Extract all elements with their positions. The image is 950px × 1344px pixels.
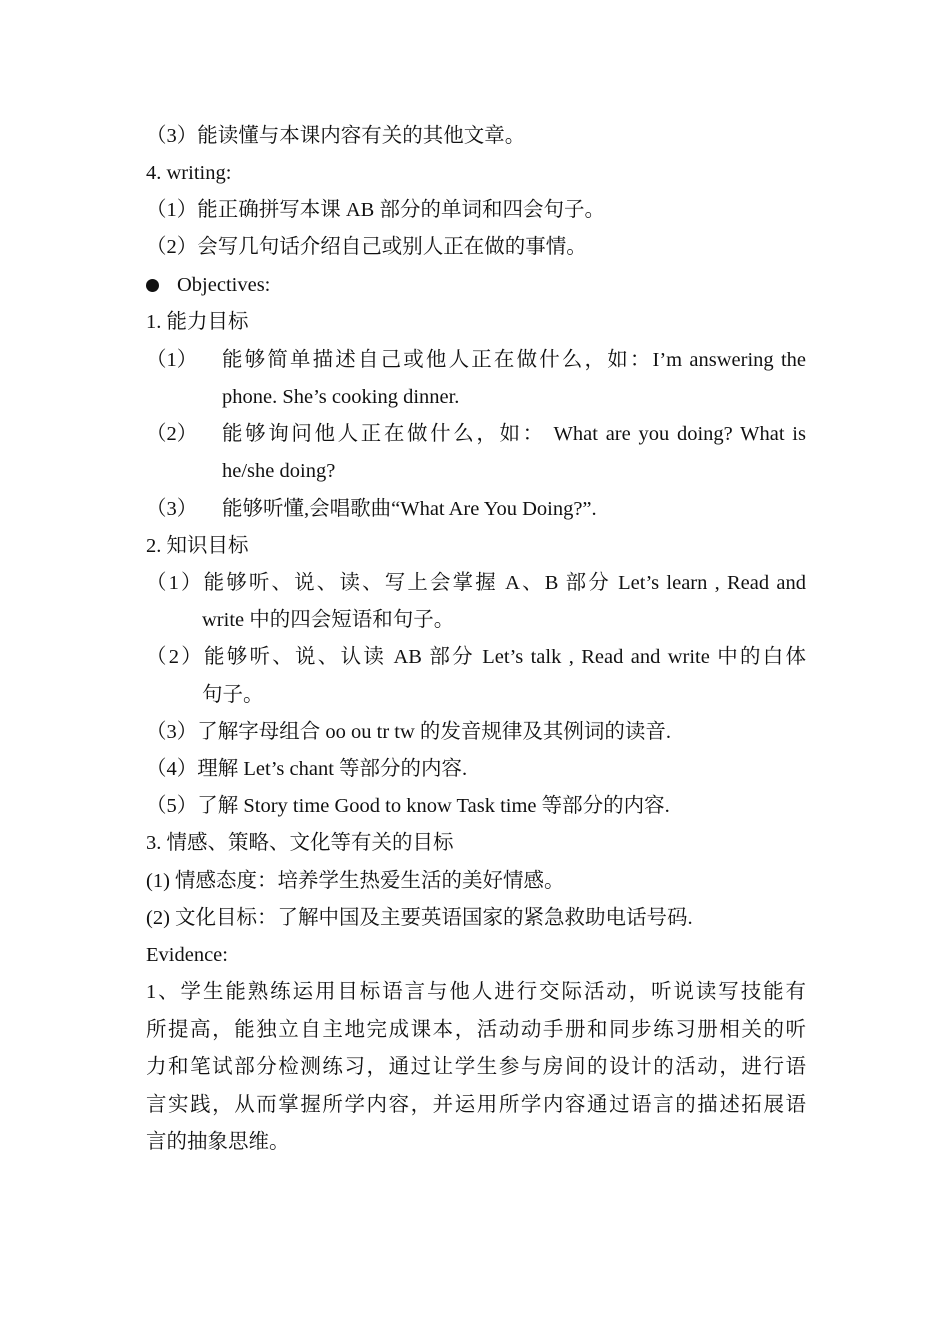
evidence-line-4: 言实践，从而掌握所学内容，并运用所学内容通过语言的描述拓展语: [146, 1094, 806, 1116]
knowledge-item-4: （4）理解 Let’s chant 等部分的内容.: [146, 758, 468, 780]
affect-heading: 3. 情感、策略、文化等有关的目标: [146, 832, 454, 854]
affect-item-2: (2) 文化目标：了解中国及主要英语国家的紧急救助电话号码.: [146, 907, 693, 929]
ability-item-1-line2: phone. She’s cooking dinner.: [222, 386, 460, 408]
knowledge-item-2-line2: 句子。: [202, 684, 264, 706]
ability-item-2-line2: he/she doing?: [222, 460, 336, 482]
objectives-heading: Objectives:: [177, 274, 271, 296]
ability-item-2-line1: 能够询问他人正在做什么，如： What are you doing? What is: [222, 423, 806, 445]
ability-heading: 1. 能力目标: [146, 311, 249, 333]
ability-item-1-number: （1）: [146, 349, 198, 371]
ability-item-3-line1: 能够听懂,会唱歌曲“What Are You Doing?”.: [222, 498, 597, 520]
knowledge-item-3: （3）了解字母组合 oo ou tr tw 的发音规律及其例词的读音.: [146, 721, 672, 743]
knowledge-heading: 2. 知识目标: [146, 535, 249, 557]
ability-item-1-line1: 能够简单描述自己或他人正在做什么，如：I’m answering the: [222, 349, 806, 371]
reading-item-3: （3）能读懂与本课内容有关的其他文章。: [146, 125, 526, 147]
affect-item-1: (1) 情感态度：培养学生热爱生活的美好情感。: [146, 870, 565, 892]
writing-item-1: （1）能正确拼写本课 AB 部分的单词和四会句子。: [146, 199, 605, 221]
bullet-icon: [146, 279, 159, 292]
ability-item-2-number: （2）: [146, 423, 198, 445]
knowledge-item-5: （5）了解 Story time Good to know Task time 等部分的内容.: [146, 795, 670, 817]
knowledge-item-1-line1: （1）能够听、说、读、写上会掌握 A、B 部分 Let’s learn , Read and: [146, 572, 806, 594]
ability-item-3-number: （3）: [146, 498, 198, 520]
knowledge-item-1-line2: write 中的四会短语和句子。: [202, 609, 455, 631]
writing-heading: 4. writing:: [146, 162, 232, 184]
evidence-line-5: 言的抽象思维。: [146, 1131, 290, 1153]
knowledge-item-2-line1: （2）能够听、说、认读 AB 部分 Let’s talk , Read and write 中的白体: [146, 646, 806, 668]
writing-item-2: （2）会写几句话介绍自己或别人正在做的事情。: [146, 236, 587, 258]
evidence-heading: Evidence:: [146, 944, 228, 966]
evidence-line-3: 力和笔试部分检测练习，通过让学生参与房间的设计的活动，进行语: [146, 1056, 806, 1078]
evidence-line-2: 所提高，能独立自主地完成课本，活动动手册和同步练习册相关的听: [146, 1019, 806, 1041]
evidence-line-1: 1、学生能熟练运用目标语言与他人进行交际活动，听说读写技能有: [146, 981, 806, 1003]
